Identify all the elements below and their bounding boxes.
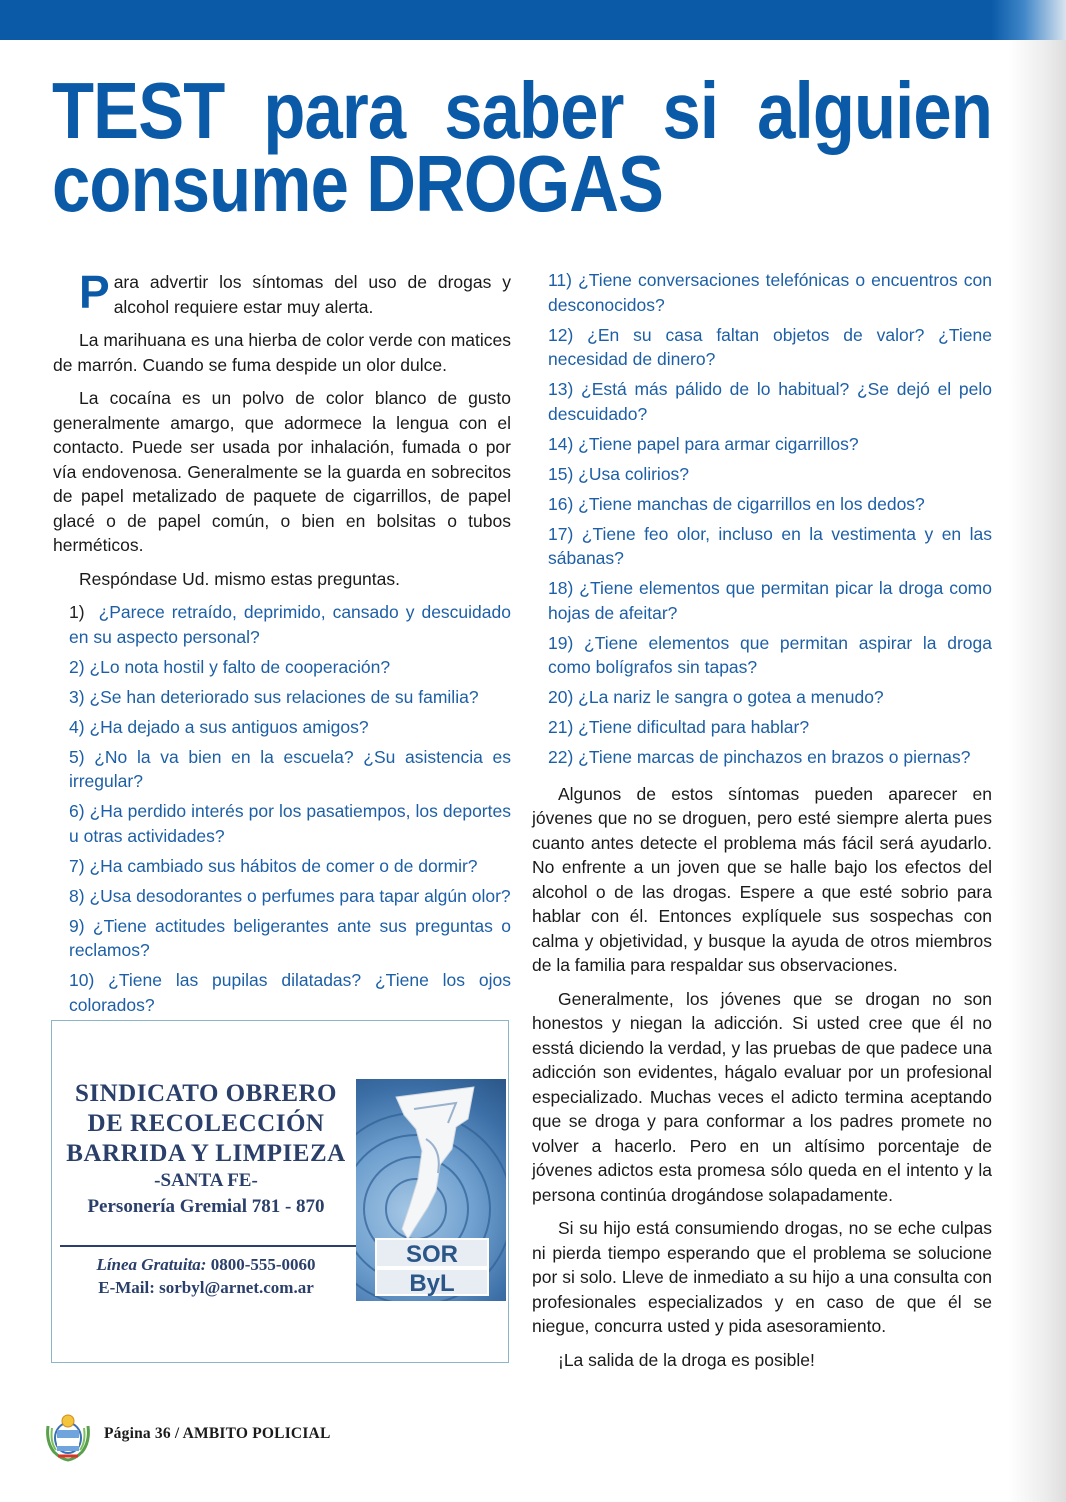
question-item: [548, 745, 992, 770]
question-item: [548, 685, 992, 710]
question-number: 21): [548, 717, 574, 737]
question-item: [548, 432, 992, 457]
union-name-line: SINDICATO OBRERO: [75, 1080, 337, 1107]
article-title: [52, 66, 992, 228]
union-contact-block: [58, 1253, 354, 1299]
question-number: 5): [69, 746, 85, 767]
question-text: ¿Tiene conversaciones telefónicas o encuentros con desconocidos?: [548, 270, 992, 315]
top-color-bar: [0, 0, 1066, 40]
footer-separator: /: [174, 1425, 180, 1442]
body-paragraph: Generalmente, los jóvenes que se drogan no son honestos y niegan la adicción. Si usted cree que él no esstá diciendo la verdad, y las pruebas de que padece una adicción son evidentes, hágalo evaluar por un profesional especializado. Muchas veces el adicto termina aceptando que se droga y para conformar a los padres promete no volver a hacerlo. Pero en un altísimo porcentaje de jóvenes adictos esta promesa sólo queda en el intento y la persona continúa drogándose solapadamente.: [532, 988, 992, 1205]
question-number: 6): [69, 801, 85, 821]
page-number: Página 36: [104, 1425, 171, 1442]
question-number: 15): [548, 463, 574, 484]
question-item: [69, 745, 511, 794]
union-email-line: [58, 1276, 354, 1299]
title-line-2: consume DROGAS: [52, 139, 664, 228]
question-number: 18): [548, 578, 574, 598]
question-number: 3): [69, 686, 85, 707]
dropcap-letter: P: [79, 266, 110, 318]
question-text: ¿Ha cambiado sus hábitos de comer o de dormir?: [89, 855, 478, 876]
question-item: [548, 462, 992, 487]
question-item: [548, 715, 992, 740]
question-number: 11): [548, 270, 572, 290]
question-item: [548, 323, 992, 372]
question-text: ¿Tiene elementos que permitan aspirar la droga como bolígrafos sin tapas?: [548, 632, 992, 677]
body-paragraph: La cocaína es un polvo de color blanco de gusto generalmente amargo, que adormece la lengua con el contacto. Puede ser usada por inhalación, fumada o por vía endovenosa. Generalmente se la guarda en sobrecitos de papel metalizado de paquete de cigarrillos, de papel glacé o de papel común, o bien en bolsitas o tubos herméticos.: [53, 388, 511, 555]
body-paragraph: La marihuana es una hierba de color verde con matices de marrón. Cuando se fuma despide un olor dulce.: [53, 330, 511, 375]
question-text: ¿La nariz le sangra o gotea a menudo?: [578, 687, 884, 707]
page-footer: [104, 1425, 331, 1443]
union-advertisement: [51, 1020, 509, 1363]
question-list-left: [69, 600, 511, 1017]
question-item: [69, 655, 511, 680]
question-text: ¿Tiene feo olor, incluso en la vestimenta y en las sábanas?: [548, 523, 992, 568]
question-text: ¿Parece retraído, deprimido, cansado y descuidado en su aspecto personal?: [69, 602, 511, 647]
question-number: 8): [69, 885, 85, 906]
publication-name: AMBITO POLICIAL: [182, 1425, 331, 1442]
question-number: 19): [548, 632, 574, 653]
question-item: [548, 268, 992, 317]
question-number: 2): [69, 656, 85, 677]
question-text: ¿Tiene papel para armar cigarrillos?: [578, 433, 859, 454]
union-phone-line: [58, 1253, 354, 1276]
phone-number: 0800-555-0060: [210, 1255, 316, 1274]
question-text: ¿Tiene marcas de pinchazos en brazos o piernas?: [578, 747, 971, 767]
question-text: ¿Ha perdido interés por los pasatiempos, los deportes u otras actividades?: [69, 801, 511, 846]
body-paragraph: Algunos de estos síntomas pueden aparecer en jóvenes que no se droguen, pero esté siempre alerta pues cuanto antes detecte el problema más fácil será ayudarlo. No enfrente a un joven que se halle bajo los efectos del alcohol o de las drogas. Espere a que esté sobrio para hablar con él. Entonces explíquele sus sospechas con calma y objetividad, y busque la ayuda de otros miembros de la familia para respaldar sus observaciones.: [532, 783, 992, 975]
question-number: 9): [69, 915, 85, 936]
question-text: ¿Tiene actitudes beligerantes ante sus preguntas o reclamos?: [69, 915, 511, 960]
logo-text-byl: ByL: [409, 1270, 455, 1297]
police-emblem-icon: [44, 1412, 92, 1462]
question-item: [69, 914, 511, 963]
question-text: ¿Tiene elementos que permitan picar la droga como hojas de afeitar?: [548, 578, 992, 623]
phone-label: Línea Gratuita:: [96, 1255, 207, 1274]
question-number: 1): [69, 602, 85, 622]
ad-divider: [60, 1245, 358, 1247]
logo-text-sor: SOR: [405, 1241, 459, 1268]
closing-line: ¡La salida de la droga es posible!: [558, 1349, 815, 1370]
email-label: E-Mail:: [98, 1278, 155, 1297]
question-text: ¿Tiene manchas de cigarrillos en los dedos?: [578, 493, 925, 514]
question-item: [69, 884, 511, 909]
question-text: ¿Ha dejado a sus antiguos amigos?: [89, 716, 369, 737]
question-item: [548, 631, 992, 680]
left-column: [53, 266, 511, 1023]
question-number: 10): [69, 970, 95, 990]
email-address: sorbyl@arnet.com.ar: [159, 1278, 314, 1297]
question-text: ¿Está más pálido de lo habitual? ¿Se dejó el pelo descuidado?: [548, 379, 992, 424]
intro-text: ara advertir los síntomas del uso de drogas y alcohol requiere estar muy alerta.: [113, 272, 511, 317]
question-number: 13): [548, 379, 574, 399]
right-column: [532, 268, 992, 1381]
page-edge-shadow: [1008, 40, 1066, 1502]
sorbyl-logo-graphic: [356, 1079, 506, 1301]
sorbyl-logo: [356, 1079, 506, 1301]
intro-paragraph: [53, 266, 511, 319]
question-text: ¿Usa colirios?: [578, 463, 690, 484]
question-number: 16): [548, 493, 574, 514]
question-text: ¿Se han deteriorado sus relaciones de su familia?: [89, 686, 479, 707]
question-text: ¿Lo nota hostil y falto de cooperación?: [89, 656, 391, 677]
title-line-1: TEST para saber si alguien: [52, 66, 992, 155]
question-number: 17): [548, 523, 574, 544]
question-number: 14): [548, 433, 574, 454]
union-name-line: BARRIDA Y LIMPIEZA: [66, 1140, 346, 1167]
question-number: 22): [548, 747, 574, 767]
question-text: ¿Tiene dificultad para hablar?: [578, 717, 810, 737]
question-item: [548, 576, 992, 625]
question-list-right: [548, 268, 992, 770]
question-item: [69, 685, 511, 710]
question-text: ¿Usa desodorantes o perfumes para tapar algún olor?: [89, 885, 511, 906]
question-item: [548, 492, 992, 517]
question-text: ¿En su casa faltan objetos de valor? ¿Tiene necesidad de dinero?: [548, 324, 992, 369]
question-item: [69, 799, 511, 848]
question-item: [69, 854, 511, 879]
question-item: [548, 377, 992, 426]
question-number: 12): [548, 324, 574, 345]
question-item: [69, 715, 511, 740]
body-paragraph: Si su hijo está consumiendo drogas, no se eche culpas ni pierda tiempo esperando que el problema se solucione por si solo. Lleve de inmediato a su hijo a una consulta con profesionales especializados y en caso de que él se niegue, concurra usted y pida asesoramiento.: [532, 1218, 992, 1336]
question-text: ¿Tiene las pupilas dilatadas? ¿Tiene los ojos colorados?: [69, 970, 511, 1015]
union-name-line: DE RECOLECCIÓN: [87, 1110, 325, 1137]
union-name-block: [58, 1079, 354, 1221]
question-item: [548, 522, 992, 571]
union-personeria: Personería Gremial 781 - 870: [87, 1196, 325, 1217]
union-city: -SANTA FE-: [154, 1170, 258, 1191]
question-number: 7): [69, 855, 85, 876]
question-number: 4): [69, 716, 85, 737]
question-item: [69, 968, 511, 1017]
question-text: ¿No la va bien en la escuela? ¿Su asistencia es irregular?: [69, 746, 511, 791]
question-item: [69, 600, 511, 649]
question-number: 20): [548, 687, 574, 707]
body-paragraph: Respóndase Ud. mismo estas preguntas.: [79, 568, 400, 589]
